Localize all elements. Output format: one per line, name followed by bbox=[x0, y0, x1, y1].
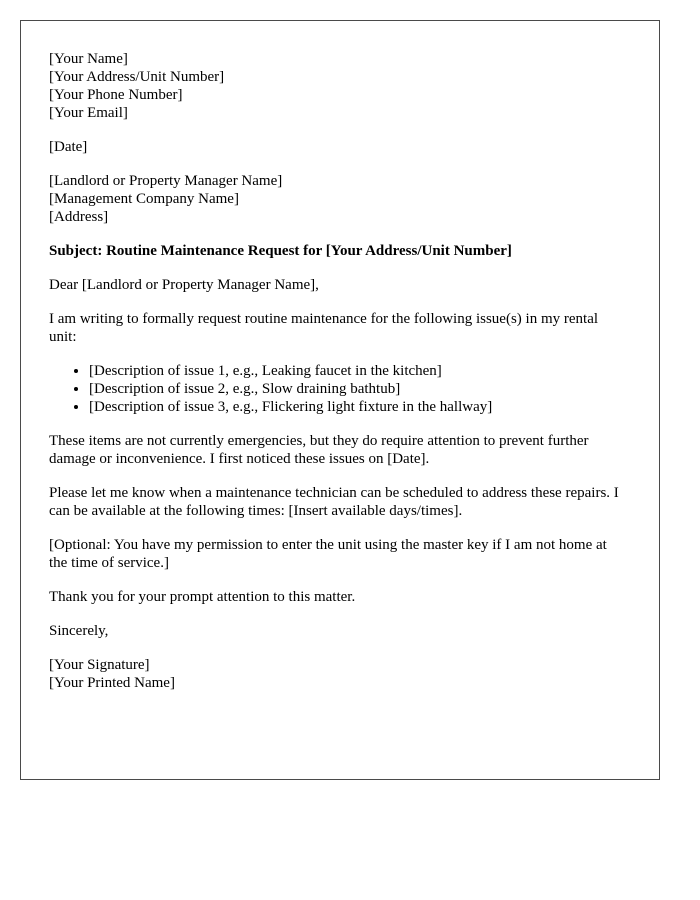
subject-line: Subject: Routine Maintenance Request for [Your Address/Unit Number] bbox=[49, 243, 512, 259]
recipient-block bbox=[49, 172, 619, 226]
list-item: • [Description of issue 3, e.g., Flickering light fixture in the hallway] bbox=[89, 398, 619, 416]
thanks-paragraph: Thank you for your prompt attention to this matter. bbox=[49, 589, 356, 605]
urgency-paragraph: These items are not currently emergencies, but they do require attention to prevent further damage or inconvenience. I first noticed these issues on [Date]. bbox=[49, 433, 589, 467]
scheduling-paragraph: Please let me know when a maintenance technician can be scheduled to address these repairs. I can be available at the following times: [Insert available days/times]. bbox=[49, 485, 619, 519]
sender-address: [Your Address/Unit Number] bbox=[49, 69, 225, 85]
recipient-address: [Address] bbox=[49, 209, 109, 225]
sender-phone: [Your Phone Number] bbox=[49, 87, 183, 103]
date-block bbox=[49, 138, 619, 156]
issues-list bbox=[49, 362, 619, 416]
signature-block bbox=[49, 656, 619, 692]
sender-email: [Your Email] bbox=[49, 105, 128, 121]
letter-page bbox=[20, 20, 660, 780]
letter-content bbox=[49, 50, 619, 708]
letter-date: [Date] bbox=[49, 139, 88, 155]
salutation: Dear [Landlord or Property Manager Name], bbox=[49, 277, 319, 293]
list-item: • [Description of issue 1, e.g., Leaking faucet in the kitchen] bbox=[89, 362, 619, 380]
closing: Sincerely, bbox=[49, 623, 109, 639]
intro-paragraph: I am writing to formally request routine maintenance for the following issue(s) in my rental unit: bbox=[49, 311, 599, 345]
sender-block bbox=[49, 50, 619, 122]
recipient-name: [Landlord or Property Manager Name] bbox=[49, 173, 283, 189]
signature-line: [Your Signature] bbox=[49, 657, 150, 673]
printed-name: [Your Printed Name] bbox=[49, 675, 175, 691]
recipient-company: [Management Company Name] bbox=[49, 191, 239, 207]
list-item: • [Description of issue 2, e.g., Slow draining bathtub] bbox=[89, 380, 619, 398]
permission-paragraph: [Optional: You have my permission to enter the unit using the master key if I am not home at the time of service.] bbox=[49, 537, 607, 571]
sender-name: [Your Name] bbox=[49, 51, 128, 67]
